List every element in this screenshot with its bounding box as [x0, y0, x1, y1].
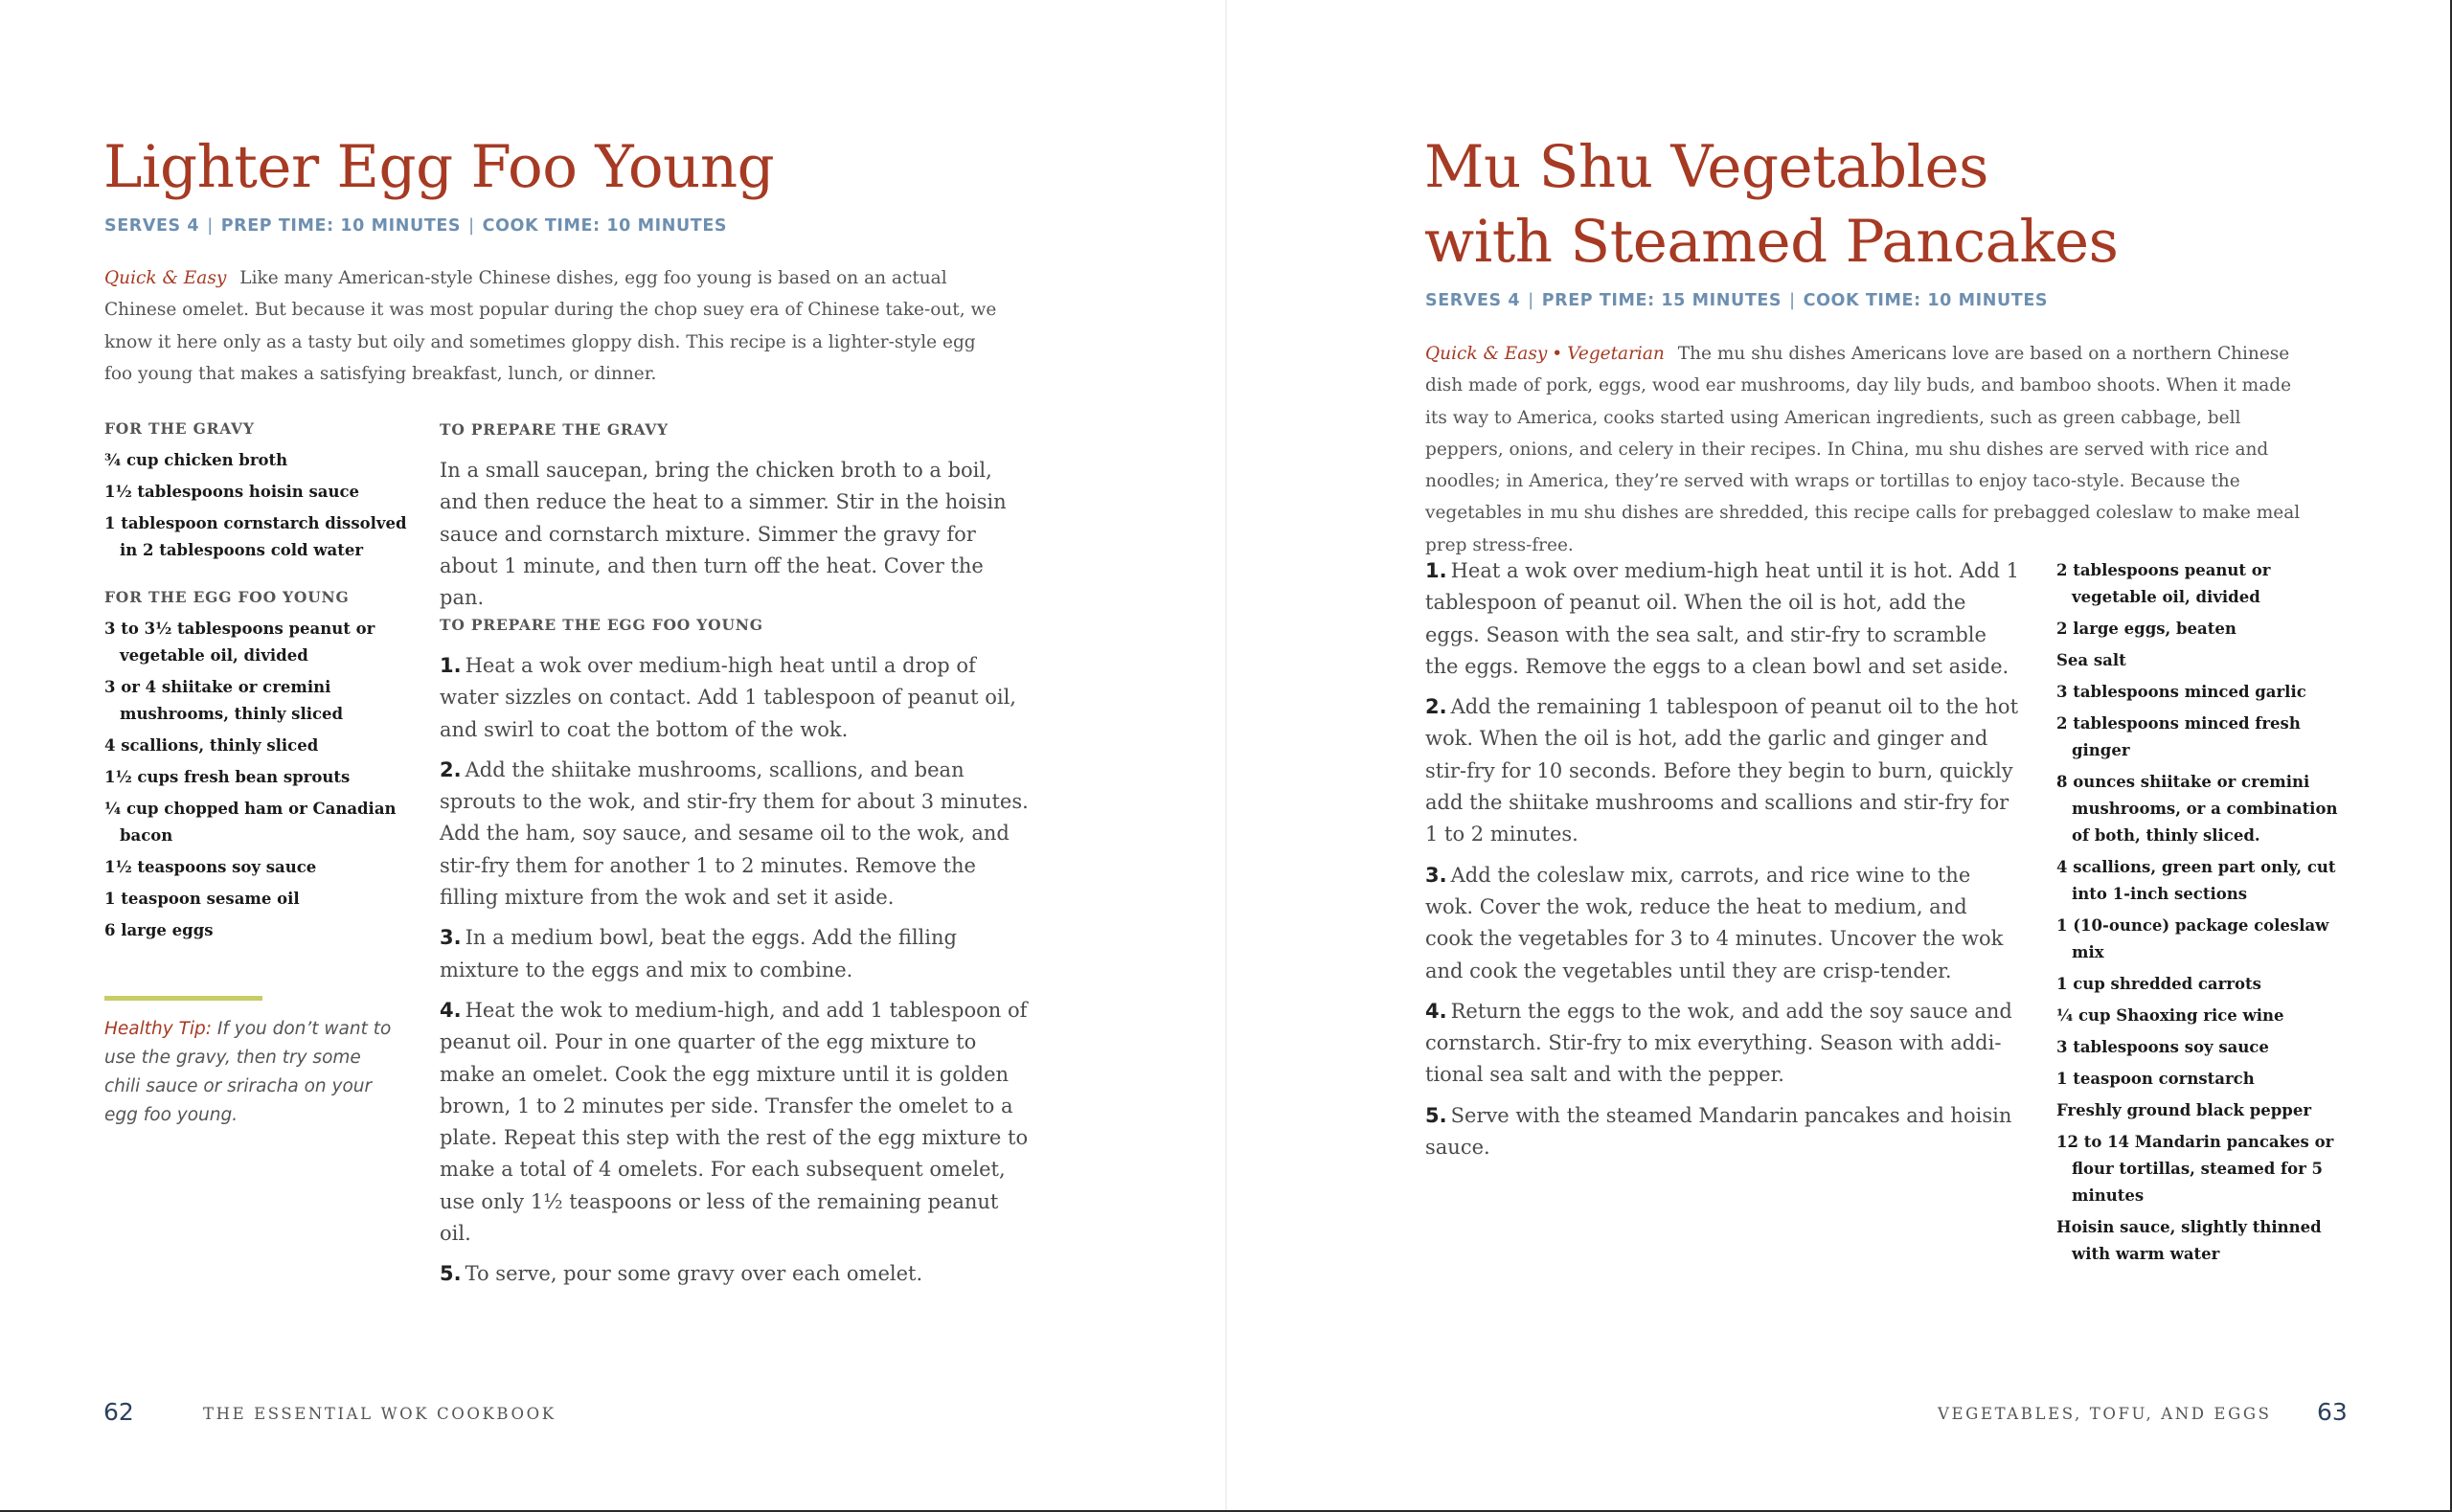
method-step [440, 922, 1033, 986]
vegetarian-tag: Vegetarian [1567, 344, 1665, 364]
ingredient-item: 1 teaspoon sesame oil [104, 890, 300, 908]
meta-separator: | [1789, 291, 1796, 310]
step-text: Add the shiitake mushrooms, scallions, and bean sprouts to the wok, and stir-fry them for about 3 minutes. Add the ham, soy sauce, and sesame oil to the wok, and stir-fry them for another 1 to 2 minutes. Remove the filling mixture from the wok and set it aside. [440, 757, 1029, 910]
left-running-head: THE ESSENTIAL WOK COOKBOOK [203, 1405, 556, 1423]
ingredient-item: 1 (10-ounce) package coleslaw mix [2056, 916, 2329, 961]
ingredient-item: 8 ounces shiitake or cremini mushrooms, or a combination of both, thinly sliced. [2056, 773, 2338, 845]
ingredient-item: 3 or 4 shiitake or cremini mushrooms, thinly sliced [104, 678, 344, 723]
egg-method-heading: TO PREPARE THE EGG FOO YOUNG [440, 616, 763, 634]
ingredient-item: Freshly ground black pepper [2056, 1101, 2312, 1119]
gravy-ingredients-heading: FOR THE GRAVY [104, 419, 255, 438]
right-title-line-2: with Steamed Pancakes [1424, 208, 2119, 276]
ingredient-item: 4 scallions, thinly sliced [104, 736, 319, 755]
step-number: 5. [1425, 1103, 1447, 1127]
healthy-tip-label: Healthy Tip: [104, 1019, 212, 1039]
step-text: Heat the wok to medium-high, and add 1 tablespoon of peanut oil. Pour in one quarter of the egg mixture to make an omelet. Cook the egg mixture until it is golden brown, 1 to 2 minutes per side. Transfer the omelet to a plate. Repeat this step with the rest of the egg mixture to make a total of 4 omelets. For each subsequent omelet, use only 1½ teaspoons or less of the remaining peanut oil. [440, 998, 1029, 1246]
method-step [1425, 691, 2019, 850]
serves-label: SERVES 4 [1425, 291, 1521, 310]
left-recipe-meta [104, 216, 727, 236]
ingredient-item: 3 to 3½ tablespoons peanut or vegetable oil, divided [104, 620, 375, 665]
ingredient-item: 1½ teaspoons soy sauce [104, 858, 317, 876]
gravy-method-text: In a small saucepan, bring the chicken broth to a boil, and then reduce the heat to a simmer. Stir in the hoisin sauce and cornstarch mixture. Simmer the gravy for about 1 minute, and then turn off the heat. Cover the pan. [440, 459, 1007, 610]
ingredient-item: 6 large eggs [104, 921, 214, 939]
left-recipe-title: Lighter Egg Foo Young [103, 133, 775, 201]
gravy-method-heading: TO PREPARE THE GRAVY [440, 420, 669, 439]
ingredient-item: 1 teaspoon cornstarch [2056, 1070, 2255, 1088]
ingredient-item: 1 cup shredded carrots [2056, 975, 2261, 993]
method-step [1425, 996, 2019, 1092]
quick-easy-tag: Quick & Easy [1425, 344, 1548, 364]
ingredient-item: 1½ cups fresh bean sprouts [104, 768, 351, 786]
right-page-number: 63 [2317, 1398, 2348, 1426]
method-step [1425, 1100, 2019, 1164]
meta-separator: | [1528, 291, 1534, 310]
ingredient-item: ¼ cup Shaoxing rice wine [2056, 1006, 2284, 1025]
mu-shu-ingredients-list [2056, 557, 2344, 1273]
healthy-tip [104, 1015, 392, 1130]
ingredient-item: 3 tablespoons minced garlic [2056, 683, 2306, 701]
right-intro-text: The mu shu dishes Americans love are based on a northern Chinese dish made of pork, eggs, wood ear mushrooms, day lily buds, and bamboo shoots. When it made its way to America, cooks started using American ingredients, such as green cabbage, bell peppers, onions, and celery in their recipes. In China, mu shu dishes are served with rice and noodles; in America, they’re served with wraps or tortillas to enjoy taco-style. Because the vegetables in mu shu dishes are shredded, this recipe calls for prebagged coleslaw to make meal prep stress-free. [1425, 344, 2301, 555]
cook-time-label: COOK TIME: 10 MINUTES [1803, 291, 2049, 310]
method-step [440, 650, 1033, 746]
step-number: 5. [440, 1262, 462, 1286]
ingredient-item: 4 scallions, green part only, cut into 1-inch sections [2056, 858, 2336, 903]
step-text: In a medium bowl, beat the eggs. Add the filling mixture to the eggs and mix to combine. [440, 926, 957, 982]
step-number: 2. [440, 757, 462, 781]
step-text: Return the eggs to the wok, and add the soy sauce and cornstarch. Stir-fry to mix everything. Season with addi-tional sea salt and with the pepper. [1425, 999, 2012, 1087]
method-step [1425, 555, 2019, 683]
healthy-tip-text: If you don’t want to use the gravy, then try some chili sauce or sriracha on your egg foo young. [104, 1019, 392, 1125]
left-intro-text: Like many American-style Chinese dishes, egg foo young is based on an actual Chinese omelet. But because it was most popular during the chop suey era of Chinese take-out, we know it here only as a tasty but oily and sometimes gloppy dish. This recipe is a lighter-style egg foo young that makes a satisfying breakfast, lunch, or dinner. [104, 268, 997, 384]
step-number: 3. [1425, 863, 1447, 887]
step-text: Serve with the steamed Mandarin pancakes and hoisin sauce. [1425, 1103, 2012, 1160]
egg-ingredients-list [104, 616, 411, 949]
method-step [1425, 860, 2019, 987]
ingredient-item: Hoisin sauce, slightly thinned with warm water [2056, 1218, 2322, 1263]
cook-time-label: COOK TIME: 10 MINUTES [482, 216, 728, 236]
ingredient-item: ¾ cup chicken broth [104, 451, 288, 469]
gutter [1225, 0, 1227, 1512]
egg-ingredients-heading: FOR THE EGG FOO YOUNG [104, 588, 350, 606]
ingredient-item: 2 tablespoons minced fresh ginger [2056, 714, 2301, 759]
quick-easy-tag: Quick & Easy [104, 268, 227, 288]
ingredient-item: 3 tablespoons soy sauce [2056, 1038, 2269, 1056]
serves-label: SERVES 4 [104, 216, 200, 236]
left-intro [104, 262, 1000, 390]
meta-separator: | [468, 216, 475, 236]
egg-method-steps [440, 650, 1033, 1299]
step-number: 4. [440, 998, 462, 1022]
ingredient-item: ¼ cup chopped ham or Canadian bacon [104, 800, 397, 845]
left-page-number: 62 [103, 1398, 134, 1426]
step-number: 1. [1425, 559, 1447, 582]
ingredient-item: 12 to 14 Mandarin pancakes or flour tortillas, steamed for 5 minutes [2056, 1133, 2334, 1205]
gravy-ingredients-list [104, 447, 411, 581]
ingredient-item: Sea salt [2056, 651, 2126, 669]
step-text: Add the remaining 1 tablespoon of peanut oil to the hot wok. When the oil is hot, add the garlic and ginger and stir-fry for 10 seconds. Before they begin to burn, quickly add the shiitake mushrooms and scallions and stir-fry for 1 to 2 minutes. [1425, 695, 2019, 846]
ingredient-item: 2 large eggs, beaten [2056, 620, 2236, 638]
right-recipe-meta [1425, 291, 2048, 310]
step-number: 2. [1425, 695, 1447, 719]
ingredient-item: 1 tablespoon cornstarch dissolved in 2 tablespoons cold water [104, 514, 407, 559]
right-intro [1425, 338, 2316, 561]
step-number: 4. [1425, 999, 1447, 1023]
step-number: 3. [440, 926, 462, 950]
tip-divider [104, 996, 262, 1001]
right-running-head: VEGETABLES, TOFU, AND EGGS [1938, 1405, 2272, 1423]
method-step [440, 755, 1033, 914]
prep-time-label: PREP TIME: 10 MINUTES [220, 216, 462, 236]
method-step [440, 995, 1033, 1250]
tag-bullet: • [1552, 344, 1563, 364]
ingredient-item: 2 tablespoons peanut or vegetable oil, divided [2056, 561, 2271, 606]
step-text: Add the coleslaw mix, carrots, and rice wine to the wok. Cover the wok, reduce the heat to medium, and cook the vegetables for 3 to 4 minutes. Uncover the wok and cook the vegetables until they are crisp-tender. [1425, 863, 2004, 982]
mu-shu-method-steps [1425, 555, 2019, 1172]
meta-separator: | [207, 216, 214, 236]
step-text: Heat a wok over medium-high heat until it is hot. Add 1 tablespoon of peanut oil. When the oil is hot, add the eggs. Season with the sea salt, and stir-fry to scramble the eggs. Remove the eggs to a clean bowl and set aside. [1425, 559, 2019, 678]
right-recipe-title [1424, 130, 2118, 280]
ingredient-item: 1½ tablespoons hoisin sauce [104, 483, 360, 501]
method-step [440, 1258, 1033, 1290]
step-number: 1. [440, 654, 462, 677]
prep-time-label: PREP TIME: 15 MINUTES [1541, 291, 1782, 310]
step-text: To serve, pour some gravy over each omelet. [465, 1262, 923, 1286]
step-text: Heat a wok over medium-high heat until a drop of water sizzles on contact. Add 1 tablespoon of peanut oil, and swirl to coat the bottom of the wok. [440, 654, 1016, 741]
right-title-line-1: Mu Shu Vegetables [1424, 133, 1988, 201]
